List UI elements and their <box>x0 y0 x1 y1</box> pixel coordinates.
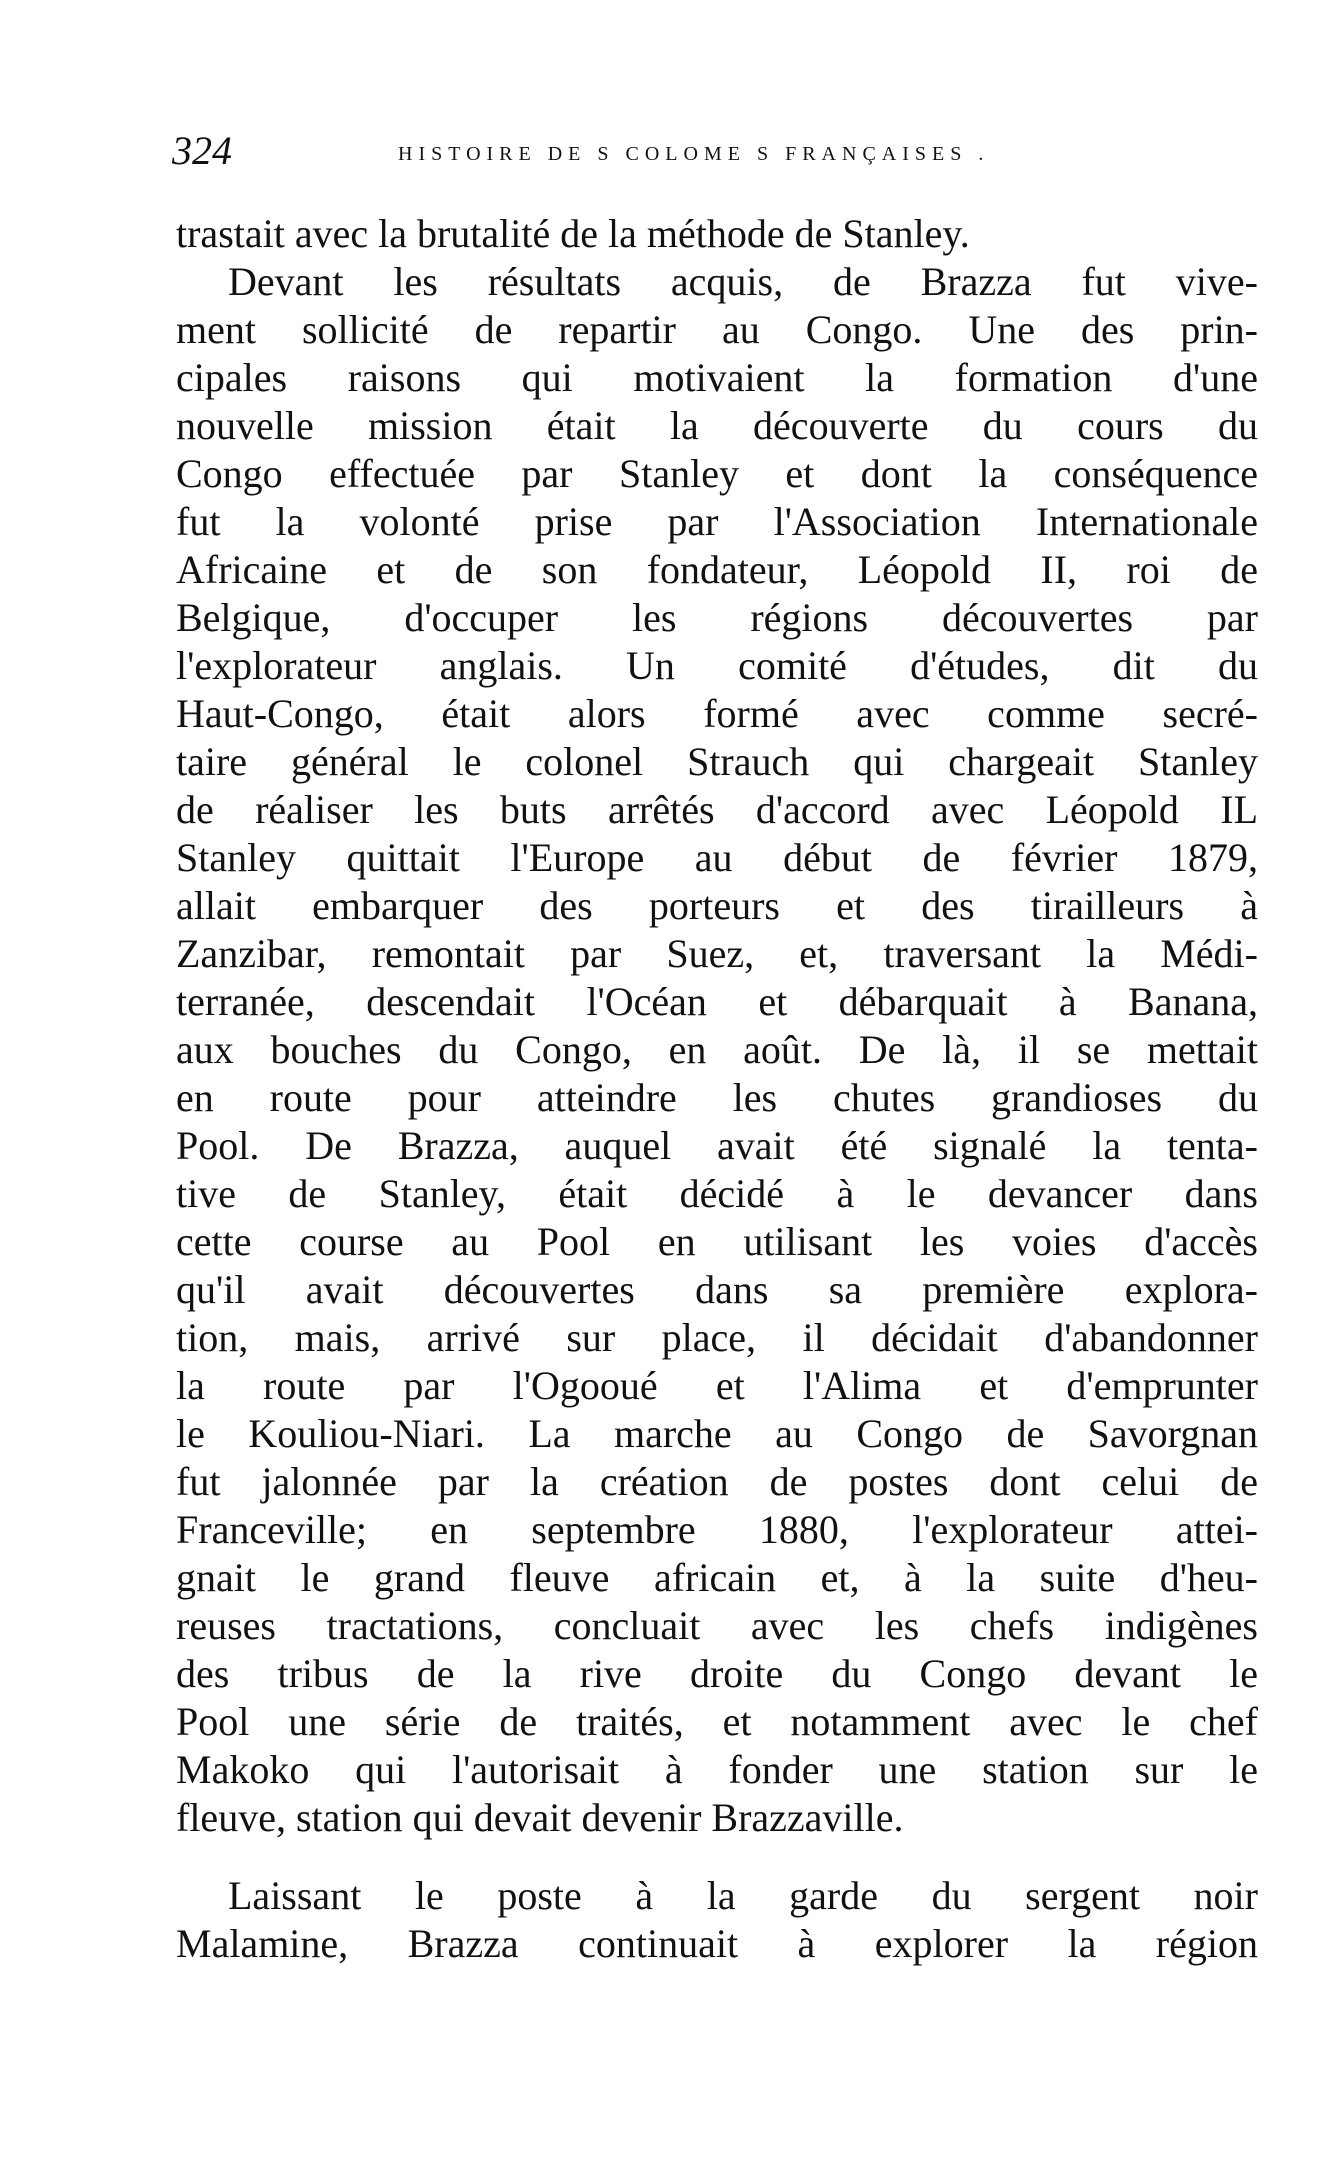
paragraph <box>176 210 1258 258</box>
running-head <box>172 126 1272 176</box>
text-line: Malamine, Brazza continuait à explorer la région <box>176 1921 1258 1966</box>
text-line: Devant les résultats acquis, de Brazza fut vive- <box>228 259 1258 304</box>
text-line: taire général le colonel Strauch qui chargeait Stanley <box>176 739 1258 784</box>
text-line: allait embarquer des porteurs et des tirailleurs à <box>176 883 1258 928</box>
paragraph-gap <box>176 1842 1258 1872</box>
text-line: la route par l'Ogooué et l'Alima et d'emprunter <box>176 1363 1258 1408</box>
text-line: fut la volonté prise par l'Association Internationale <box>176 499 1258 544</box>
text-line: Zanzibar, remontait par Suez, et, traversant la Médi- <box>176 931 1258 976</box>
text-line: Pool. De Brazza, auquel avait été signalé la tenta- <box>176 1123 1258 1168</box>
text-line: Franceville; en septembre 1880, l'explorateur attei- <box>176 1507 1258 1552</box>
text-line: Haut-Congo, était alors formé avec comme secré- <box>176 691 1258 736</box>
text-line: trastait avec la brutalité de la méthode de Stanley. <box>176 211 970 256</box>
text-line: Africaine et de son fondateur, Léopold II, roi de <box>176 547 1258 592</box>
text-line: tion, mais, arrivé sur place, il décidait d'abandonner <box>176 1315 1258 1360</box>
text-line: Congo effectuée par Stanley et dont la conséquence <box>176 451 1258 496</box>
text-line: gnait le grand fleuve africain et, à la suite d'heu- <box>176 1555 1258 1600</box>
text-line: reuses tractations, concluait avec les chefs indigènes <box>176 1603 1258 1648</box>
text-line: Makoko qui l'autorisait à fonder une station sur le <box>176 1747 1258 1792</box>
text-line: des tribus de la rive droite du Congo devant le <box>176 1651 1258 1696</box>
text-line: tive de Stanley, était décidé à le devancer dans <box>176 1171 1258 1216</box>
text-line: terranée, descendait l'Océan et débarquait à Banana, <box>176 979 1258 1024</box>
text-line: aux bouches du Congo, en août. De là, il se mettait <box>176 1027 1258 1072</box>
text-line: nouvelle mission était la découverte du cours du <box>176 403 1258 448</box>
running-title: HISTOIRE DE S COLOME S FRANÇAISES . <box>398 143 990 165</box>
text-line: qu'il avait découvertes dans sa première explora- <box>176 1267 1258 1312</box>
text-line: ment sollicité de repartir au Congo. Une des prin- <box>176 307 1258 352</box>
text-line: cette course au Pool en utilisant les voies d'accès <box>176 1219 1258 1264</box>
text-line: Stanley quittait l'Europe au début de février 1879, <box>176 835 1258 880</box>
text-line: en route pour atteindre les chutes grandioses du <box>176 1075 1258 1120</box>
paragraph <box>176 1872 1258 1968</box>
page-number: 324 <box>172 128 232 173</box>
text-line: fleuve, station qui devait devenir Brazzaville. <box>176 1795 904 1840</box>
text-line: Pool une série de traités, et notamment avec le chef <box>176 1699 1258 1744</box>
text-line: le Kouliou-Niari. La marche au Congo de Savorgnan <box>176 1411 1258 1456</box>
text-line: Belgique, d'occuper les régions découvertes par <box>176 595 1258 640</box>
paragraph <box>176 258 1258 1842</box>
text-line: de réaliser les buts arrêtés d'accord avec Léopold IL <box>176 787 1258 832</box>
text-line: fut jalonnée par la création de postes dont celui de <box>176 1459 1258 1504</box>
text-line: cipales raisons qui motivaient la formation d'une <box>176 355 1258 400</box>
body-text <box>176 210 1258 1968</box>
text-line: l'explorateur anglais. Un comité d'études, dit du <box>176 643 1258 688</box>
text-line: Laissant le poste à la garde du sergent noir <box>228 1873 1258 1918</box>
